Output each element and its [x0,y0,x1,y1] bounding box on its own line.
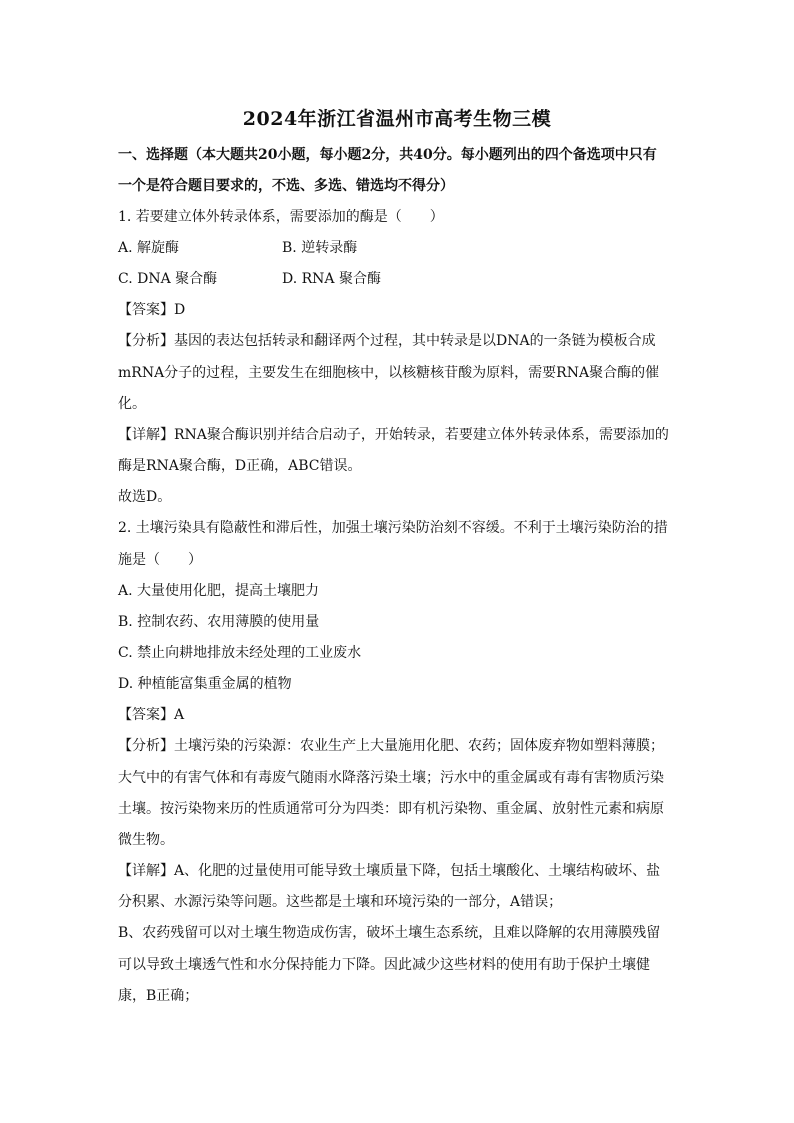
q2-detail-line-1: 【详解】A、化肥的过量使用可能导致土壤质量下降，包括土壤酸化、土壤结构破坏、盐 [118,863,661,879]
q2-detail-line-4: 可以导致土壤透气性和水分保持能力下降。因此减少这些材料的使用有助于保护土壤健 [118,957,650,973]
page-title: 2024年浙江省温州市高考生物三模 [242,108,552,130]
q1-stem: 1. 若要建立体外转录体系，需要添加的酶是（ ） [118,209,444,225]
q1-analysis-line-2: mRNA分子的过程，主要发生在细胞核中，以核糖核苷酸为原料，需要RNA聚合酶的催 [118,365,660,381]
q1-analysis-line-3: 化。 [118,396,146,412]
q1-conclusion: 故选D。 [118,489,172,505]
section-header-line-2: 一个是符合题目要求的，不选、多选、错选均不得分） [118,178,454,194]
q2-option-d: D. 种植能富集重金属的植物 [118,676,292,692]
q2-analysis-line-3: 土壤。按污染物来历的性质通常可分为四类：即有机污染物、重金属、放射性元素和病原 [118,801,664,817]
q2-option-c: C. 禁止向耕地排放未经处理的工业废水 [118,645,362,661]
q2-stem-line-2: 施是（ ） [118,552,202,568]
q2-detail-line-5: 康，B正确； [118,988,199,1004]
q1-detail-line-2: 酶是RNA聚合酶，D正确，ABC错误。 [118,458,362,474]
q1-answer: 【答案】D [118,302,186,318]
q1-option-b: B. 逆转录酶 [282,240,358,256]
q2-analysis-line-4: 微生物。 [118,832,174,848]
q2-answer: 【答案】A [118,707,185,723]
q2-analysis-line-1: 【分析】土壤污染的污染源：农业生产上大量施用化肥、农药；固体废弃物如塑料薄膜； [118,738,664,754]
q2-option-b: B. 控制农药、农用薄膜的使用量 [118,614,320,630]
q2-detail-line-2: 分积累、水源污染等问题。这些都是土壤和环境污染的一部分，A错误； [118,894,563,910]
q1-options-row-2 [118,268,678,290]
q1-option-a: A. 解旋酶 [118,240,180,256]
q2-stem-line-1: 2. 土壤污染具有隐蔽性和滞后性，加强土壤污染防治刻不容缓。不利于土壤污染防治的措 [118,520,668,536]
q1-detail-line-1: 【详解】RNA聚合酶识别并结合启动子，开始转录，若要建立体外转录体系，需要添加的 [118,427,669,443]
q1-option-c: C. DNA 聚合酶 [118,271,218,287]
q2-detail-line-3: B、农药残留可以对土壤生物造成伤害，破坏土壤生态系统，且难以降解的农用薄膜残留 [118,925,661,941]
q1-analysis-line-1: 【分析】基因的表达包括转录和翻译两个过程，其中转录是以DNA的一条链为模板合成 [118,333,656,349]
q1-options-row-1 [118,237,678,259]
q1-option-d: D. RNA 聚合酶 [282,271,381,287]
section-header-line-1: 一、选择题（本大题共20小题，每小题2分，共40分。每小题列出的四个备选项中只有 [118,147,657,163]
q2-analysis-line-2: 大气中的有害气体和有毒废气随雨水降落污染土壤；污水中的重金属或有毒有害物质污染 [118,770,664,786]
q2-option-a: A. 大量使用化肥，提高土壤肥力 [118,583,320,599]
